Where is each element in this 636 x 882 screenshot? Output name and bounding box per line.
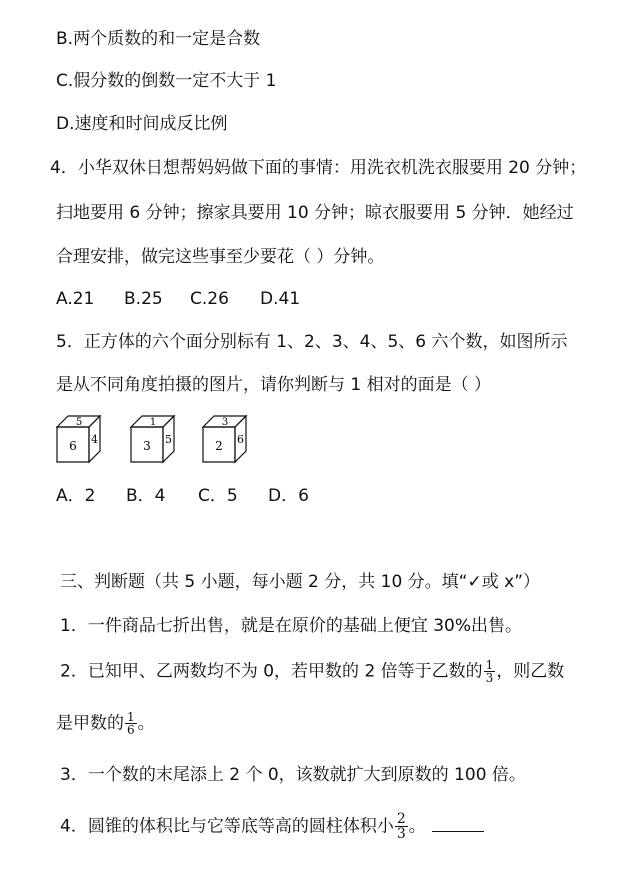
option-c: C.假分数的倒数一定不大于 1: [56, 71, 277, 91]
judgement-item-3: 3．一个数的末尾添上 2 个 0，该数就扩大到原数的 100 倍。: [60, 765, 526, 785]
question-4-option-b: B.25: [124, 289, 163, 309]
cube-3-front: 2: [215, 439, 223, 453]
cube-figure-2: [130, 414, 180, 468]
question-5-line-2: 是从不同角度拍摄的图片，请你判断与 1 相对的面是（ ）: [56, 375, 492, 395]
question-5-option-b: B．4: [126, 486, 166, 506]
fraction-denominator: 6: [127, 723, 135, 737]
judgement-item-1: 1．一件商品七折出售，就是在原价的基础上便宜 30%出售。: [60, 616, 523, 636]
cube-2-front: 3: [143, 439, 151, 453]
section-3-heading: 三、判断题（共 5 小题，每小题 2 分，共 10 分。填“✓或 x”）: [60, 572, 541, 592]
question-4-option-a: A.21: [56, 289, 95, 309]
cube-figure-3: [202, 414, 252, 468]
cube-1-side: 4: [91, 433, 98, 446]
question-5-line-1: 5．正方体的六个面分别标有 1、2、3、4、5、6 六个数，如图所示: [56, 332, 568, 352]
judgement-item-2-line-2: [56, 711, 155, 736]
question-4-option-d: D.41: [260, 289, 301, 309]
fraction-two-thirds: [395, 812, 408, 841]
question-5-option-a: A．2: [56, 486, 96, 506]
question-5-option-c: C．5: [198, 486, 238, 506]
option-b: B.两个质数的和一定是合数: [56, 29, 261, 49]
cube-1-top: 5: [75, 417, 83, 428]
question-4-line-1: 4．小华双休日想帮妈妈做下面的事情：用洗衣机洗衣服要用 20 分钟；: [50, 158, 587, 178]
cube-2-side: 5: [165, 433, 172, 446]
option-d: D.速度和时间成反比例: [56, 114, 228, 134]
judgement-item-2-line-2-text: 是甲数的: [56, 713, 124, 734]
judgement-item-2-text-end: ，则乙数: [496, 661, 565, 682]
fraction-one-third: [484, 659, 496, 684]
judgement-item-4-period: 。: [408, 816, 426, 837]
cube-2-top: 1: [149, 417, 157, 428]
question-5-option-d: D．6: [268, 486, 309, 506]
judgement-item-2-period: 。: [137, 713, 155, 734]
fraction-numerator: 2: [396, 811, 406, 827]
judgement-item-4-text: 4．圆锥的体积比与它等底等高的圆柱体积小: [60, 816, 394, 837]
judgement-item-2-line-1: [60, 659, 564, 684]
cube-3-side: 6: [237, 433, 244, 446]
fraction-numerator: 1: [485, 658, 494, 672]
question-4-line-3: 合理安排，做完这些事至少要花（ ）分钟。: [56, 247, 385, 267]
fraction-denominator: 3: [485, 671, 494, 685]
fraction-one-sixth: [125, 711, 137, 736]
cube-3-top: 3: [221, 417, 229, 428]
question-4-option-c: C.26: [190, 289, 229, 309]
fraction-denominator: 3: [396, 826, 406, 842]
judgement-item-4: [60, 812, 484, 841]
fraction-numerator: 1: [127, 710, 135, 724]
judgement-item-2-text: 2．已知甲、乙两数均不为 0，若甲数的 2 倍等于乙数的: [60, 661, 483, 682]
cube-1-front: 6: [69, 439, 77, 453]
question-4-line-2: 扫地要用 6 分钟；擦家具要用 10 分钟；晾衣服要用 5 分钟．她经过: [56, 203, 574, 223]
answer-blank[interactable]: [432, 815, 484, 832]
cube-figure-1: [56, 414, 106, 468]
